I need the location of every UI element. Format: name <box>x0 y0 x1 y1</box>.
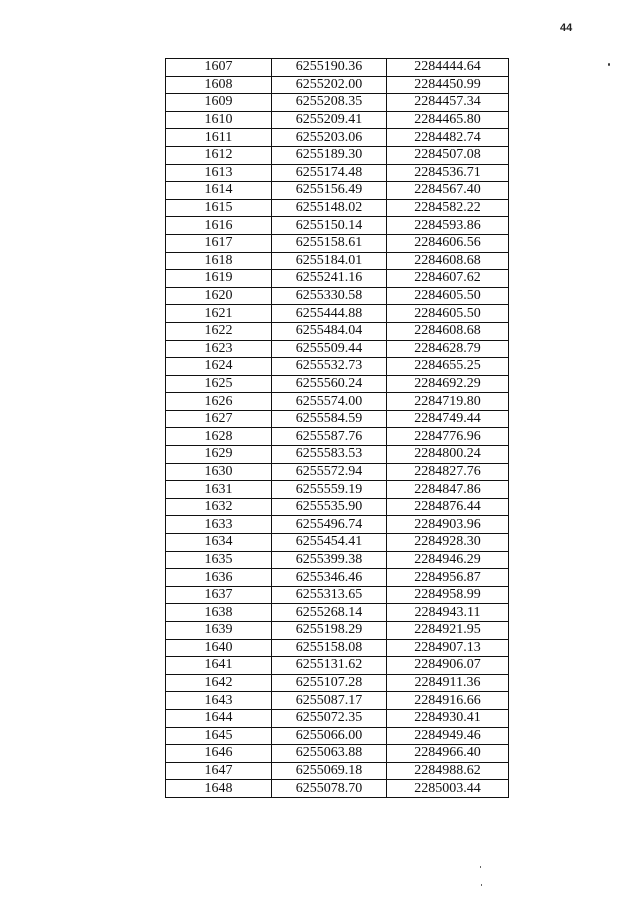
y-coordinate-cell: 2284608.68 <box>387 252 509 270</box>
table-row <box>166 182 509 200</box>
y-coordinate-cell: 2284608.68 <box>387 322 509 340</box>
point-number-cell: 1625 <box>166 375 272 393</box>
x-coordinate-cell: 6255399.38 <box>272 551 387 569</box>
y-coordinate-cell: 2284943.11 <box>387 604 509 622</box>
x-coordinate-cell: 6255496.74 <box>272 516 387 534</box>
x-coordinate-cell: 6255190.36 <box>272 59 387 77</box>
point-number-cell: 1621 <box>166 305 272 323</box>
y-coordinate-cell: 2284906.07 <box>387 657 509 675</box>
page-number: 44 <box>560 22 573 34</box>
point-number-cell: 1608 <box>166 76 272 94</box>
x-coordinate-cell: 6255268.14 <box>272 604 387 622</box>
y-coordinate-cell: 2284749.44 <box>387 410 509 428</box>
scan-speck <box>608 63 610 66</box>
x-coordinate-cell: 6255583.53 <box>272 446 387 464</box>
x-coordinate-cell: 6255174.48 <box>272 164 387 182</box>
x-coordinate-cell: 6255535.90 <box>272 498 387 516</box>
y-coordinate-cell: 2284655.25 <box>387 358 509 376</box>
point-number-cell: 1640 <box>166 639 272 657</box>
table-row <box>166 305 509 323</box>
table-row <box>166 622 509 640</box>
table-row <box>166 498 509 516</box>
x-coordinate-cell: 6255559.19 <box>272 481 387 499</box>
y-coordinate-cell: 2284605.50 <box>387 287 509 305</box>
y-coordinate-cell: 2284903.96 <box>387 516 509 534</box>
y-coordinate-cell: 2284907.13 <box>387 639 509 657</box>
y-coordinate-cell: 2284482.74 <box>387 129 509 147</box>
y-coordinate-cell: 2284605.50 <box>387 305 509 323</box>
y-coordinate-cell: 2284911.36 <box>387 674 509 692</box>
point-number-cell: 1637 <box>166 586 272 604</box>
table-row <box>166 340 509 358</box>
y-coordinate-cell: 2284593.86 <box>387 217 509 235</box>
coordinates-table <box>165 58 509 798</box>
y-coordinate-cell: 2284582.22 <box>387 199 509 217</box>
x-coordinate-cell: 6255203.06 <box>272 129 387 147</box>
table-row <box>166 428 509 446</box>
table-row <box>166 358 509 376</box>
table-row <box>166 516 509 534</box>
y-coordinate-cell: 2284606.56 <box>387 234 509 252</box>
table-row <box>166 217 509 235</box>
y-coordinate-cell: 2284946.29 <box>387 551 509 569</box>
y-coordinate-cell: 2284507.08 <box>387 146 509 164</box>
x-coordinate-cell: 6255087.17 <box>272 692 387 710</box>
x-coordinate-cell: 6255148.02 <box>272 199 387 217</box>
point-number-cell: 1610 <box>166 111 272 129</box>
x-coordinate-cell: 6255454.41 <box>272 534 387 552</box>
x-coordinate-cell: 6255313.65 <box>272 586 387 604</box>
point-number-cell: 1611 <box>166 129 272 147</box>
x-coordinate-cell: 6255509.44 <box>272 340 387 358</box>
x-coordinate-cell: 6255078.70 <box>272 780 387 798</box>
point-number-cell: 1624 <box>166 358 272 376</box>
x-coordinate-cell: 6255241.16 <box>272 270 387 288</box>
x-coordinate-cell: 6255107.28 <box>272 674 387 692</box>
y-coordinate-cell: 2284800.24 <box>387 446 509 464</box>
y-coordinate-cell: 2284956.87 <box>387 569 509 587</box>
table-row <box>166 481 509 499</box>
table-row <box>166 375 509 393</box>
y-coordinate-cell: 2284827.76 <box>387 463 509 481</box>
point-number-cell: 1646 <box>166 745 272 763</box>
coordinates-table-body <box>166 59 509 798</box>
x-coordinate-cell: 6255208.35 <box>272 94 387 112</box>
point-number-cell: 1620 <box>166 287 272 305</box>
point-number-cell: 1629 <box>166 446 272 464</box>
x-coordinate-cell: 6255484.04 <box>272 322 387 340</box>
x-coordinate-cell: 6255587.76 <box>272 428 387 446</box>
point-number-cell: 1631 <box>166 481 272 499</box>
y-coordinate-cell: 2284444.64 <box>387 59 509 77</box>
y-coordinate-cell: 2284966.40 <box>387 745 509 763</box>
point-number-cell: 1613 <box>166 164 272 182</box>
point-number-cell: 1614 <box>166 182 272 200</box>
table-row <box>166 393 509 411</box>
table-row <box>166 463 509 481</box>
x-coordinate-cell: 6255209.41 <box>272 111 387 129</box>
y-coordinate-cell: 2284567.40 <box>387 182 509 200</box>
x-coordinate-cell: 6255158.61 <box>272 234 387 252</box>
point-number-cell: 1630 <box>166 463 272 481</box>
table-row <box>166 146 509 164</box>
table-row <box>166 410 509 428</box>
y-coordinate-cell: 2284719.80 <box>387 393 509 411</box>
point-number-cell: 1626 <box>166 393 272 411</box>
x-coordinate-cell: 6255069.18 <box>272 762 387 780</box>
table-row <box>166 111 509 129</box>
x-coordinate-cell: 6255184.01 <box>272 252 387 270</box>
table-row <box>166 709 509 727</box>
y-coordinate-cell: 2284692.29 <box>387 375 509 393</box>
table-row <box>166 604 509 622</box>
point-number-cell: 1642 <box>166 674 272 692</box>
y-coordinate-cell: 2284450.99 <box>387 76 509 94</box>
table-row <box>166 270 509 288</box>
y-coordinate-cell: 2284988.62 <box>387 762 509 780</box>
point-number-cell: 1619 <box>166 270 272 288</box>
point-number-cell: 1636 <box>166 569 272 587</box>
point-number-cell: 1616 <box>166 217 272 235</box>
x-coordinate-cell: 6255063.88 <box>272 745 387 763</box>
table-row <box>166 129 509 147</box>
x-coordinate-cell: 6255584.59 <box>272 410 387 428</box>
x-coordinate-cell: 6255572.94 <box>272 463 387 481</box>
table-row <box>166 569 509 587</box>
x-coordinate-cell: 6255150.14 <box>272 217 387 235</box>
table-row <box>166 252 509 270</box>
scan-speck <box>481 884 482 886</box>
point-number-cell: 1635 <box>166 551 272 569</box>
table-row <box>166 674 509 692</box>
point-number-cell: 1634 <box>166 534 272 552</box>
y-coordinate-cell: 2285003.44 <box>387 780 509 798</box>
table-row <box>166 199 509 217</box>
table-row <box>166 780 509 798</box>
table-row <box>166 762 509 780</box>
y-coordinate-cell: 2284876.44 <box>387 498 509 516</box>
point-number-cell: 1609 <box>166 94 272 112</box>
table-row <box>166 287 509 305</box>
x-coordinate-cell: 6255131.62 <box>272 657 387 675</box>
y-coordinate-cell: 2284847.86 <box>387 481 509 499</box>
x-coordinate-cell: 6255330.58 <box>272 287 387 305</box>
point-number-cell: 1645 <box>166 727 272 745</box>
y-coordinate-cell: 2284776.96 <box>387 428 509 446</box>
x-coordinate-cell: 6255156.49 <box>272 182 387 200</box>
x-coordinate-cell: 6255444.88 <box>272 305 387 323</box>
x-coordinate-cell: 6255158.08 <box>272 639 387 657</box>
point-number-cell: 1641 <box>166 657 272 675</box>
table-row <box>166 234 509 252</box>
point-number-cell: 1623 <box>166 340 272 358</box>
point-number-cell: 1644 <box>166 709 272 727</box>
point-number-cell: 1617 <box>166 234 272 252</box>
y-coordinate-cell: 2284958.99 <box>387 586 509 604</box>
table-row <box>166 59 509 77</box>
point-number-cell: 1615 <box>166 199 272 217</box>
point-number-cell: 1632 <box>166 498 272 516</box>
table-row <box>166 745 509 763</box>
point-number-cell: 1627 <box>166 410 272 428</box>
point-number-cell: 1643 <box>166 692 272 710</box>
table-row <box>166 322 509 340</box>
x-coordinate-cell: 6255189.30 <box>272 146 387 164</box>
y-coordinate-cell: 2284949.46 <box>387 727 509 745</box>
y-coordinate-cell: 2284930.41 <box>387 709 509 727</box>
point-number-cell: 1618 <box>166 252 272 270</box>
x-coordinate-cell: 6255532.73 <box>272 358 387 376</box>
table-row <box>166 76 509 94</box>
y-coordinate-cell: 2284457.34 <box>387 94 509 112</box>
table-row <box>166 534 509 552</box>
table-row <box>166 727 509 745</box>
x-coordinate-cell: 6255066.00 <box>272 727 387 745</box>
point-number-cell: 1647 <box>166 762 272 780</box>
y-coordinate-cell: 2284465.80 <box>387 111 509 129</box>
point-number-cell: 1612 <box>166 146 272 164</box>
table-row <box>166 94 509 112</box>
table-row <box>166 164 509 182</box>
y-coordinate-cell: 2284921.95 <box>387 622 509 640</box>
x-coordinate-cell: 6255574.00 <box>272 393 387 411</box>
point-number-cell: 1633 <box>166 516 272 534</box>
point-number-cell: 1622 <box>166 322 272 340</box>
point-number-cell: 1628 <box>166 428 272 446</box>
table-row <box>166 586 509 604</box>
point-number-cell: 1639 <box>166 622 272 640</box>
table-row <box>166 639 509 657</box>
table-row <box>166 692 509 710</box>
scan-speck <box>480 866 481 868</box>
x-coordinate-cell: 6255346.46 <box>272 569 387 587</box>
x-coordinate-cell: 6255072.35 <box>272 709 387 727</box>
x-coordinate-cell: 6255202.00 <box>272 76 387 94</box>
y-coordinate-cell: 2284607.62 <box>387 270 509 288</box>
point-number-cell: 1638 <box>166 604 272 622</box>
y-coordinate-cell: 2284536.71 <box>387 164 509 182</box>
table-row <box>166 657 509 675</box>
y-coordinate-cell: 2284916.66 <box>387 692 509 710</box>
table-row <box>166 446 509 464</box>
x-coordinate-cell: 6255560.24 <box>272 375 387 393</box>
point-number-cell: 1648 <box>166 780 272 798</box>
point-number-cell: 1607 <box>166 59 272 77</box>
y-coordinate-cell: 2284928.30 <box>387 534 509 552</box>
y-coordinate-cell: 2284628.79 <box>387 340 509 358</box>
x-coordinate-cell: 6255198.29 <box>272 622 387 640</box>
table-row <box>166 551 509 569</box>
